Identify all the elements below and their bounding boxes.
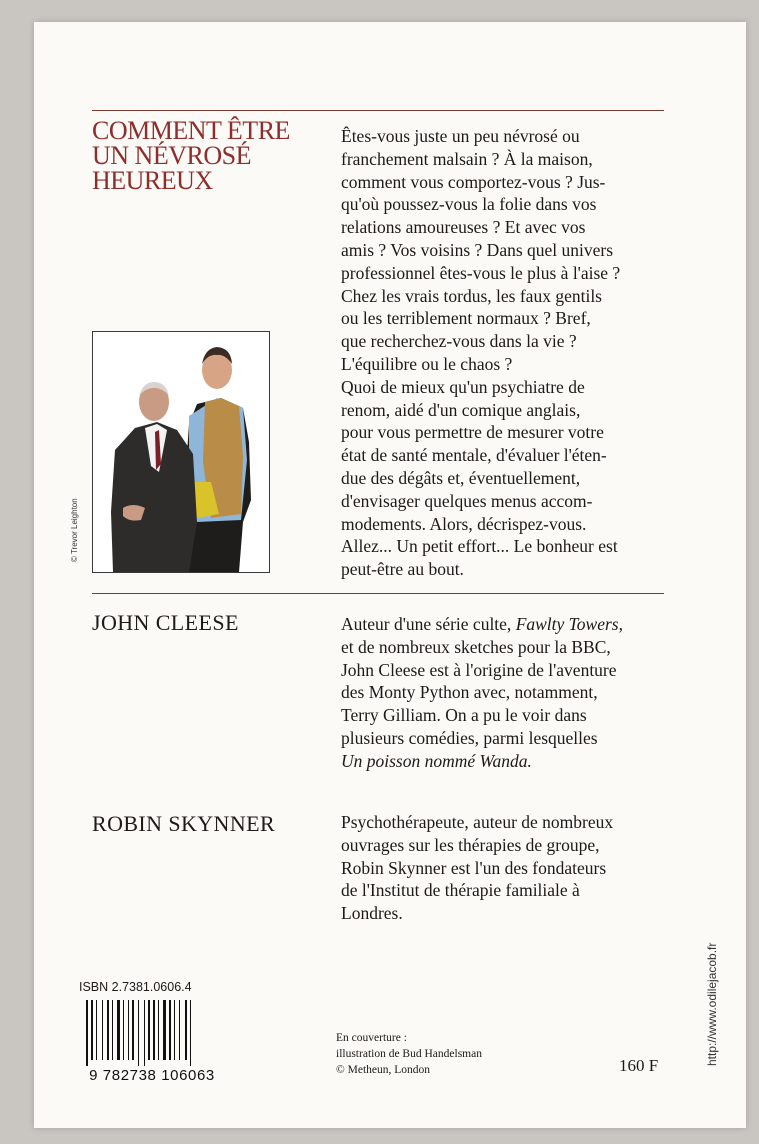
author-bio-john-cleese [341,613,623,773]
cover-credit [336,1030,482,1078]
website-url: http://www.odilejacob.fr [705,942,719,1066]
bio-line: Auteur d'une série culte, Fawlty Towers, [341,614,623,634]
blurb-line: relations amoureuses ? Et avec vos [341,217,586,238]
bio-line: ouvrages sur les thérapies de groupe, [341,834,600,855]
blurb-line: comment vous comportez-vous ? Jus- [341,171,606,192]
author-name-john-cleese: JOHN CLEESE [92,610,239,635]
photo-credit: © Trevor Leighton [70,498,79,562]
title-line: COMMENT ÊTRE [92,116,290,145]
barcode [76,1000,228,1082]
blurb-line: ou les terriblement normaux ? Bref, [341,308,591,329]
blurb-line: professionnel êtes-vous le plus à l'aise ? [341,262,621,283]
blurb-line: modements. Alors, décrispez-vous. [341,513,587,534]
bio-line: Robin Skynner est l'un des fondateurs [341,857,607,878]
cover-credit-line: En couverture : [336,1032,407,1044]
blurb-line: d'envisager quelques menus accom- [341,490,593,511]
bio-title-fawlty-towers: Fawlty Towers [515,614,619,634]
bio-line: plusieurs comédies, parmi lesquelles [341,727,598,748]
price: 160 F [619,1056,659,1075]
bio-line: John Cleese est à l'origine de l'aventure [341,659,617,680]
blurb-line: qu'où poussez-vous la folie dans vos [341,194,597,215]
blurb-line: L'équilibre ou le chaos ? [341,353,513,374]
blurb-line: Allez... Un petit effort... Le bonheur est [341,536,618,557]
authors-photo-illustration [93,332,269,572]
isbn: ISBN 2.7381.0606.4 [79,980,192,994]
title-line: UN NÉVROSÉ [92,141,251,170]
title-line: HEUREUX [92,166,213,195]
blurb-line: franchement malsain ? À la maison, [341,148,593,169]
blurb-line: amis ? Vos voisins ? Dans quel univers [341,239,614,260]
middle-rule [92,593,664,594]
bio-line: et de nombreux sketches pour la BBC, [341,636,611,657]
blurb-line: peut-être au bout. [341,559,464,580]
blurb-line: due des dégâts et, éventuellement, [341,467,581,488]
bio-line: de l'Institut de thérapie familiale à [341,880,580,901]
blurb-line: que recherchez-vous dans la vie ? [341,331,577,352]
cover-credit-line: illustration de Bud Handelsman [336,1048,482,1060]
bio-line: Londres. [341,903,403,924]
bio-line: Terry Gilliam. On a pu le voir dans [341,705,587,726]
cover-credit-line: © Metheun, London [336,1064,431,1076]
barcode-bars [86,1000,191,1066]
blurb-line: Chez les vrais tordus, les faux gentils [341,285,602,306]
authors-photo [92,331,270,573]
author-bio-robin-skynner [341,811,613,925]
blurb-line: Quoi de mieux qu'un psychiatre de [341,376,585,397]
author-name-robin-skynner: ROBIN SKYNNER [92,811,276,836]
book-title [92,118,290,193]
blurb-line: état de santé mentale, d'évaluer l'éten- [341,445,607,466]
bio-line: des Monty Python avec, notamment, [341,682,598,703]
book-blurb [341,125,620,581]
blurb-line: renom, aidé d'un comique anglais, [341,399,581,420]
blurb-line: Êtes-vous juste un peu névrosé ou [341,126,580,146]
bio-line: Un poisson nommé Wanda. [341,750,532,771]
bio-line: Psychothérapeute, auteur de nombreux [341,812,614,832]
top-rule [92,110,664,111]
blurb-line: pour vous permettre de mesurer votre [341,422,604,443]
barcode-digits: 9 782738 106063 [89,1067,215,1082]
book-back-cover [34,22,746,1128]
